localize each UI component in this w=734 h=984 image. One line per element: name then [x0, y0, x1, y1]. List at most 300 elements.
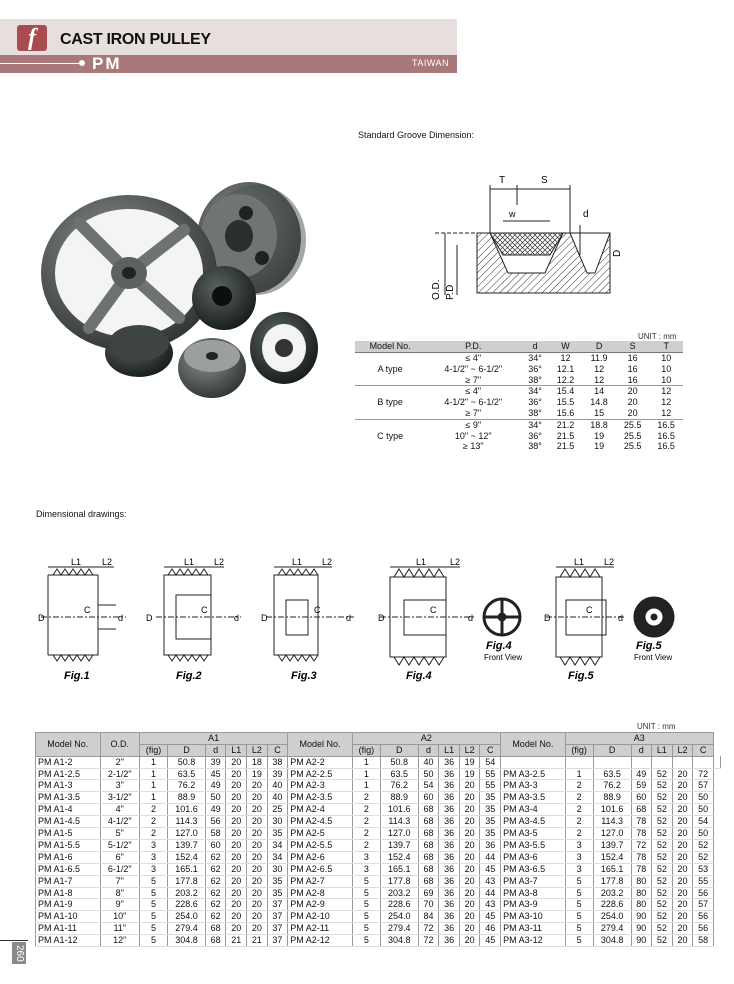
- table-cell: 52: [652, 792, 673, 804]
- table-cell: 50.8: [380, 756, 418, 768]
- table-cell: 20: [226, 851, 247, 863]
- table-cell: 36: [439, 828, 460, 840]
- fig2-d-label: d: [234, 613, 240, 623]
- dims-header-row-1: [36, 733, 721, 745]
- table-cell: PM A2-3.5: [288, 792, 353, 804]
- table-cell: 8": [100, 887, 139, 899]
- table-cell: 58: [693, 935, 714, 947]
- table-cell: 78: [631, 828, 652, 840]
- table-cell: 2-1/2": [100, 768, 139, 780]
- table-cell: 20: [672, 851, 693, 863]
- table-cell: 54: [693, 816, 714, 828]
- table-cell: 20: [247, 875, 268, 887]
- table-cell: 139.7: [168, 839, 206, 851]
- dims-col-od: O.D.: [100, 733, 139, 757]
- table-cell: 62: [205, 911, 226, 923]
- table-cell: 78: [631, 863, 652, 875]
- table-cell: 20: [672, 899, 693, 911]
- table-cell: 101.6: [593, 804, 631, 816]
- table-cell: 279.4: [380, 923, 418, 935]
- table-cell: PM A3-6.5: [501, 863, 566, 875]
- page-title: CAST IRON PULLEY: [60, 31, 211, 48]
- table-cell: 5: [565, 875, 593, 887]
- table-cell: 3": [100, 780, 139, 792]
- groove-cell: 36°: [528, 397, 542, 408]
- header-subbar: [0, 55, 457, 73]
- table-cell: PM A3-9: [501, 899, 566, 911]
- table-cell: 20: [459, 851, 480, 863]
- table-cell: 56: [205, 816, 226, 828]
- table-cell: 2: [139, 804, 167, 816]
- table-cell: PM A2-2.5: [288, 768, 353, 780]
- table-cell: 56: [693, 923, 714, 935]
- table-cell: 39: [267, 768, 288, 780]
- table-cell: 2": [100, 756, 139, 768]
- fig4-front-view: Front View: [484, 653, 523, 662]
- table-row: [36, 768, 721, 780]
- groove-cell: 12: [661, 407, 672, 418]
- groove-cell: 12: [594, 374, 605, 385]
- table-cell: 2: [352, 792, 380, 804]
- table-cell: PM A1-2.5: [36, 768, 101, 780]
- table-cell: 5: [565, 899, 593, 911]
- fig2-l1-label: L1: [184, 557, 195, 567]
- dims-col-model-a1: Model No.: [36, 733, 101, 757]
- table-cell: 254.0: [168, 911, 206, 923]
- table-cell: 203.2: [380, 887, 418, 899]
- table-cell: 72: [693, 768, 714, 780]
- groove-cell: 15.5: [556, 397, 575, 408]
- table-cell: 20: [459, 816, 480, 828]
- table-cell: 6-1/2": [100, 863, 139, 875]
- table-cell: 2: [565, 780, 593, 792]
- table-cell: 36: [439, 899, 460, 911]
- table-cell: 20: [226, 816, 247, 828]
- groove-col-model: Model No.: [355, 341, 425, 353]
- table-cell: 49: [205, 780, 226, 792]
- table-cell: 304.8: [593, 935, 631, 947]
- table-cell: 304.8: [168, 935, 206, 947]
- table-cell: 36: [439, 804, 460, 816]
- table-cell: PM A3-4.5: [501, 816, 566, 828]
- table-cell: 177.8: [380, 875, 418, 887]
- groove-cell: 15.6: [556, 407, 575, 418]
- table-cell: 20: [226, 804, 247, 816]
- table-cell: 56: [693, 887, 714, 899]
- fig1-c-label: C: [84, 605, 91, 615]
- table-cell: 68: [418, 816, 439, 828]
- table-cell: 36: [439, 911, 460, 923]
- table-cell: 37: [267, 923, 288, 935]
- fig3-l2-label: L2: [322, 557, 333, 567]
- table-cell: PM A1-8: [36, 887, 101, 899]
- table-cell: 177.8: [593, 875, 631, 887]
- table-cell: 20: [247, 923, 268, 935]
- table-cell: 55: [480, 780, 501, 792]
- table-cell: 203.2: [168, 887, 206, 899]
- table-cell: 90: [631, 935, 652, 947]
- table-cell: 20: [459, 935, 480, 947]
- country-label: TAIWAN: [412, 58, 449, 68]
- dims-subheader: (fig): [139, 744, 167, 756]
- groove-cell: 4-1/2" ~ 6-1/2": [444, 363, 503, 374]
- groove-col-t: T: [649, 341, 683, 353]
- groove-cell: 10: [661, 363, 672, 374]
- table-cell: 20: [672, 887, 693, 899]
- table-cell: 20: [459, 887, 480, 899]
- table-cell: 5: [352, 887, 380, 899]
- table-cell: PM A1-3.5: [36, 792, 101, 804]
- table-cell: PM A3-11: [501, 923, 566, 935]
- groove-cell: 16.5: [657, 441, 675, 452]
- table-cell: 62: [205, 887, 226, 899]
- table-cell: 165.1: [380, 863, 418, 875]
- fig4-c-label: C: [430, 605, 437, 615]
- table-cell: PM A1-5.5: [36, 839, 101, 851]
- table-cell: PM A1-4: [36, 804, 101, 816]
- table-cell: PM A2-4.5: [288, 816, 353, 828]
- table-cell: 68: [205, 923, 226, 935]
- table-cell: 5: [352, 935, 380, 947]
- table-cell: 20: [247, 816, 268, 828]
- table-cell: PM A3-8: [501, 887, 566, 899]
- groove-col-d: d: [521, 341, 548, 353]
- groove-cell: ≤ 9": [425, 419, 521, 430]
- table-cell: 4-1/2": [100, 816, 139, 828]
- page-rule: [0, 940, 28, 941]
- table-cell: PM A3-3.5: [501, 792, 566, 804]
- table-cell: 2: [565, 792, 593, 804]
- table-cell: PM A3-5.5: [501, 839, 566, 851]
- table-cell: 62: [205, 863, 226, 875]
- table-cell: 5": [100, 828, 139, 840]
- table-cell: 52: [652, 780, 673, 792]
- table-cell: 54: [418, 780, 439, 792]
- table-cell: 19: [459, 768, 480, 780]
- table-cell: 3: [352, 851, 380, 863]
- table-cell: 101.6: [380, 804, 418, 816]
- table-cell: 20: [226, 923, 247, 935]
- table-cell: 36: [439, 935, 460, 947]
- table-cell: 20: [226, 792, 247, 804]
- fig1-caption: Fig.1: [64, 670, 90, 682]
- table-cell: 72: [631, 839, 652, 851]
- table-cell: 1: [139, 792, 167, 804]
- table-cell: 57: [693, 780, 714, 792]
- table-cell: PM A3-3: [501, 780, 566, 792]
- table-cell: 36: [439, 756, 460, 768]
- table-cell: 2: [139, 828, 167, 840]
- table-row: [36, 816, 721, 828]
- table-cell: 44: [480, 851, 501, 863]
- table-cell: PM A2-7: [288, 875, 353, 887]
- table-cell: 20: [672, 828, 693, 840]
- table-cell: 34: [267, 851, 288, 863]
- fig2-D-label: D: [146, 613, 153, 623]
- groove-D-label: D: [612, 249, 623, 257]
- fig3-D-label: D: [261, 613, 268, 623]
- table-cell: 20: [247, 780, 268, 792]
- table-cell: 52: [652, 923, 673, 935]
- table-cell: 45: [480, 863, 501, 875]
- fig1-d-label: d: [118, 613, 124, 623]
- table-cell: 3: [565, 851, 593, 863]
- table-cell: 2: [352, 839, 380, 851]
- groove-table: [355, 341, 683, 452]
- groove-cell: 14: [582, 386, 616, 397]
- table-cell: [565, 756, 593, 768]
- table-row: [36, 863, 721, 875]
- table-cell: 228.6: [168, 899, 206, 911]
- table-cell: 34: [267, 839, 288, 851]
- table-cell: 3: [139, 839, 167, 851]
- table-cell: 20: [459, 780, 480, 792]
- table-cell: 114.3: [380, 816, 418, 828]
- table-cell: 68: [418, 851, 439, 863]
- groove-cell: 20: [616, 386, 650, 397]
- table-cell: 20: [459, 839, 480, 851]
- groove-cell: 21.5: [556, 430, 575, 441]
- table-cell: 254.0: [380, 911, 418, 923]
- fig5-c-label: C: [586, 605, 593, 615]
- table-cell: 1: [352, 780, 380, 792]
- table-row: [36, 804, 721, 816]
- table-cell: 20: [672, 863, 693, 875]
- table-cell: 20: [459, 911, 480, 923]
- table-cell: 279.4: [168, 923, 206, 935]
- table-cell: 90: [631, 911, 652, 923]
- table-cell: 52: [652, 935, 673, 947]
- table-cell: 53: [693, 863, 714, 875]
- table-cell: 19: [247, 768, 268, 780]
- fig4-front-caption: Fig.4: [486, 640, 512, 652]
- fig3-l1-label: L1: [292, 557, 303, 567]
- groove-header-row: [355, 341, 683, 353]
- table-cell: 5: [565, 911, 593, 923]
- table-cell: 3: [565, 839, 593, 851]
- groove-col-s: S: [616, 341, 650, 353]
- table-cell: 52: [652, 875, 673, 887]
- table-cell: 50: [205, 792, 226, 804]
- table-row: [36, 839, 721, 851]
- table-cell: 52: [693, 839, 714, 851]
- table-cell: 7": [100, 875, 139, 887]
- dims-subheader: C: [480, 744, 501, 756]
- table-cell: 20: [672, 875, 693, 887]
- groove-d-label: d: [583, 209, 589, 220]
- table-cell: 50.8: [168, 756, 206, 768]
- groove-row: [355, 386, 683, 397]
- table-cell: 304.8: [380, 935, 418, 947]
- table-cell: 152.4: [168, 851, 206, 863]
- table-cell: 3-1/2": [100, 792, 139, 804]
- table-cell: PM A3-6: [501, 851, 566, 863]
- table-cell: 88.9: [380, 792, 418, 804]
- table-cell: PM A3-5: [501, 828, 566, 840]
- table-cell: [713, 756, 720, 768]
- table-cell: 20: [247, 792, 268, 804]
- table-cell: 5: [139, 899, 167, 911]
- groove-cell: 12: [649, 386, 683, 397]
- table-row: [36, 875, 721, 887]
- table-cell: 228.6: [593, 899, 631, 911]
- table-cell: 5: [139, 923, 167, 935]
- dims-group-a2: A2: [352, 733, 500, 745]
- table-cell: 3: [139, 851, 167, 863]
- table-cell: 127.0: [168, 828, 206, 840]
- table-cell: 2: [565, 828, 593, 840]
- table-cell: 30: [267, 816, 288, 828]
- table-cell: 45: [480, 911, 501, 923]
- table-row: [36, 887, 721, 899]
- table-cell: [631, 756, 652, 768]
- table-row: [36, 923, 721, 935]
- table-cell: 62: [205, 851, 226, 863]
- table-cell: 52: [652, 828, 673, 840]
- table-cell: 76.2: [168, 780, 206, 792]
- table-cell: 1: [352, 756, 380, 768]
- groove-t-label: T: [499, 175, 506, 186]
- table-cell: 20: [459, 923, 480, 935]
- table-cell: 2: [139, 816, 167, 828]
- table-cell: 19: [459, 756, 480, 768]
- table-cell: PM A1-3: [36, 780, 101, 792]
- table-cell: 80: [631, 899, 652, 911]
- table-cell: 20: [459, 875, 480, 887]
- product-code: PM: [92, 54, 122, 73]
- table-cell: 58: [205, 828, 226, 840]
- dimensional-drawings: [36, 555, 696, 685]
- header-dot: [79, 60, 85, 66]
- table-cell: 52: [652, 816, 673, 828]
- table-cell: 177.8: [168, 875, 206, 887]
- table-cell: 80: [631, 875, 652, 887]
- groove-row: [355, 419, 683, 430]
- groove-cell: 11.9: [590, 353, 608, 363]
- table-cell: 52: [652, 887, 673, 899]
- table-cell: 36: [439, 780, 460, 792]
- groove-cell: 10" ~ 12": [454, 430, 492, 441]
- table-cell: 50: [418, 768, 439, 780]
- groove-cell: 36°: [528, 363, 542, 374]
- groove-s-label: S: [541, 175, 548, 186]
- groove-type-cell: A type: [377, 363, 403, 374]
- table-cell: 60: [631, 792, 652, 804]
- groove-cell: 16: [627, 363, 638, 374]
- table-cell: 10": [100, 911, 139, 923]
- table-cell: 3: [352, 863, 380, 875]
- table-cell: 139.7: [380, 839, 418, 851]
- table-cell: [593, 756, 631, 768]
- dims-subheader: (fig): [565, 744, 593, 756]
- dims-col-model-a3: Model No.: [501, 733, 566, 757]
- table-cell: 20: [672, 780, 693, 792]
- fig5-d-label: d: [618, 613, 624, 623]
- table-cell: 35: [267, 887, 288, 899]
- header-rule: [0, 63, 80, 64]
- drawings-section-title: Dimensional drawings:: [36, 509, 127, 519]
- table-cell: [672, 756, 693, 768]
- table-cell: 5: [139, 875, 167, 887]
- table-cell: 52: [693, 851, 714, 863]
- table-cell: 76.2: [593, 780, 631, 792]
- table-cell: 20: [672, 816, 693, 828]
- groove-cell: 21.2: [549, 419, 583, 430]
- groove-cell: 15: [594, 407, 605, 418]
- groove-cell: 38°: [528, 407, 542, 418]
- table-cell: PM A3-12: [501, 935, 566, 947]
- groove-cell: 38°: [528, 374, 542, 385]
- dims-group-a1: A1: [139, 733, 287, 745]
- fig5-front-caption: Fig.5: [636, 640, 662, 652]
- table-cell: 5: [139, 935, 167, 947]
- table-cell: 69: [418, 887, 439, 899]
- table-cell: 20: [459, 863, 480, 875]
- table-cell: 139.7: [593, 839, 631, 851]
- table-row: [36, 935, 721, 947]
- table-cell: 50: [693, 828, 714, 840]
- table-cell: 5: [139, 911, 167, 923]
- groove-cell: 20: [627, 397, 638, 408]
- table-cell: 52: [652, 768, 673, 780]
- table-cell: 62: [205, 899, 226, 911]
- table-cell: 36: [439, 887, 460, 899]
- table-cell: 36: [439, 768, 460, 780]
- table-cell: 4": [100, 804, 139, 816]
- table-cell: PM A2-11: [288, 923, 353, 935]
- table-cell: 20: [226, 768, 247, 780]
- groove-cell: 12: [594, 363, 605, 374]
- groove-cell: 25.5: [623, 430, 642, 441]
- groove-cell: 12: [560, 353, 571, 363]
- fig4-d-label: d: [468, 613, 474, 623]
- table-cell: 60: [205, 839, 226, 851]
- groove-cell: ≥ 13": [462, 441, 484, 452]
- table-row: [36, 899, 721, 911]
- table-cell: 68: [631, 804, 652, 816]
- groove-diagram: [415, 165, 625, 300]
- fig5-caption: Fig.5: [568, 670, 594, 682]
- table-cell: 5: [565, 887, 593, 899]
- table-cell: 254.0: [593, 911, 631, 923]
- table-cell: PM A2-2: [288, 756, 353, 768]
- table-cell: 18: [247, 756, 268, 768]
- table-cell: 2: [565, 804, 593, 816]
- table-cell: 20: [459, 899, 480, 911]
- groove-cell: 16: [627, 374, 638, 385]
- groove-cell: 25.5: [623, 441, 642, 452]
- table-cell: 20: [247, 899, 268, 911]
- table-cell: 43: [480, 875, 501, 887]
- fig4-D-label: D: [378, 613, 385, 623]
- table-cell: 25: [267, 804, 288, 816]
- table-cell: 35: [267, 828, 288, 840]
- table-cell: 44: [480, 887, 501, 899]
- table-cell: PM A1-7: [36, 875, 101, 887]
- table-cell: 36: [439, 816, 460, 828]
- table-cell: 36: [439, 851, 460, 863]
- page-number: 260: [12, 942, 26, 964]
- groove-cell: 34°: [528, 353, 542, 363]
- table-cell: 21: [226, 935, 247, 947]
- table-cell: 20: [226, 899, 247, 911]
- groove-type-cell: C type: [355, 419, 425, 452]
- table-cell: 36: [439, 792, 460, 804]
- table-row: [36, 756, 721, 768]
- groove-cell: 4-1/2" ~ 6-1/2": [444, 397, 503, 408]
- fig2-c-label: C: [201, 605, 208, 615]
- fig1-l1-label: L1: [71, 557, 82, 567]
